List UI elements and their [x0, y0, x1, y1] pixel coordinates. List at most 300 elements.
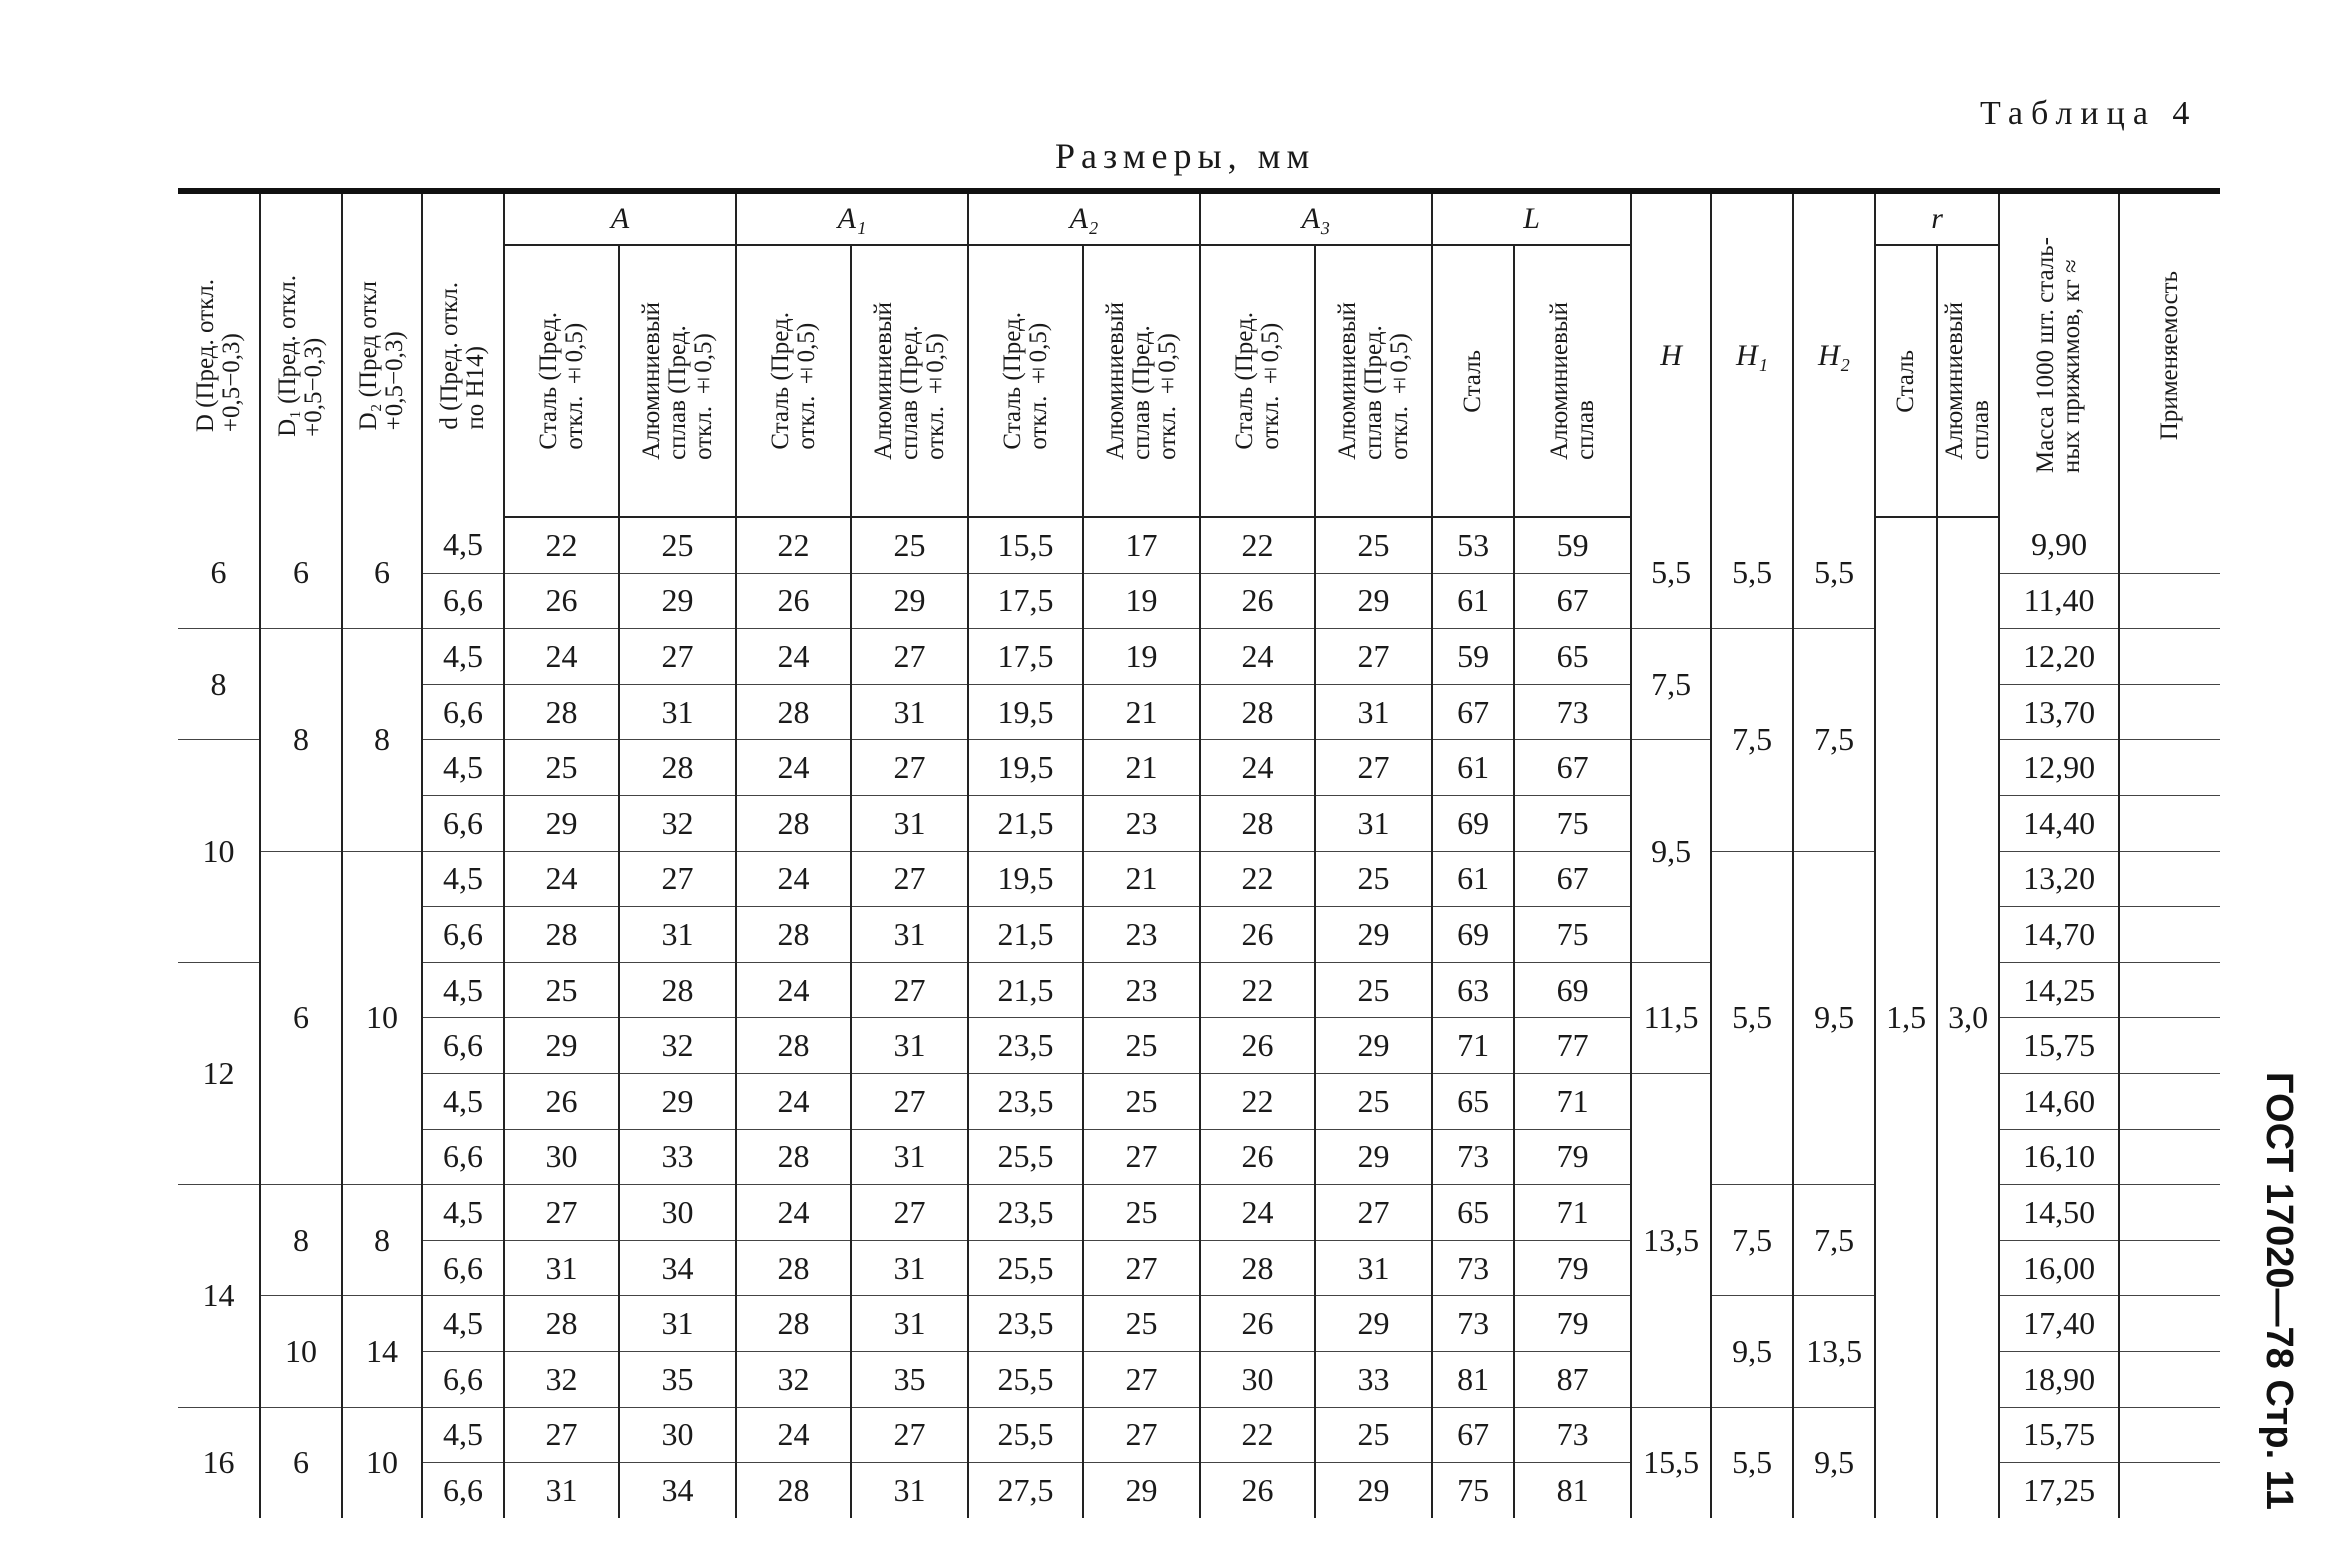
- cell-l-st: 61: [1432, 573, 1514, 629]
- cell-a-al: 31: [619, 1296, 736, 1352]
- cell-application: [2119, 740, 2220, 796]
- merged-cell-h2: 9,5: [1793, 851, 1875, 1185]
- cell-mass: 14,50: [1999, 1185, 2119, 1241]
- header-A-aluminium: Алюминиевый сплав (Пред. откл. ±0,5): [619, 245, 736, 517]
- cell-application: [2119, 907, 2220, 963]
- cell-mass: 14,60: [1999, 1073, 2119, 1129]
- cell-a-st: 24: [504, 851, 619, 907]
- cell-a2-st: 15,5: [968, 517, 1083, 573]
- cell-a1-al: 29: [851, 573, 968, 629]
- cell-a2-st: 23,5: [968, 1018, 1083, 1074]
- cell-a3-al: 29: [1315, 1463, 1432, 1518]
- cell-application: [2119, 1463, 2220, 1518]
- cell-application: [2119, 684, 2220, 740]
- cell-a1-al: 31: [851, 1018, 968, 1074]
- cell-a-st: 27: [504, 1407, 619, 1463]
- cell-a1-al: 31: [851, 1296, 968, 1352]
- merged-cell-h2: 7,5: [1793, 629, 1875, 851]
- cell-l-al: 79: [1514, 1129, 1631, 1185]
- cell-mass: 17,40: [1999, 1296, 2119, 1352]
- cell-a-al: 28: [619, 962, 736, 1018]
- cell-a1-al: 27: [851, 1073, 968, 1129]
- cell-a1-st: 28: [736, 907, 851, 963]
- header-D2: D₂ (Пред откл +0,5−0,3): [342, 191, 422, 517]
- cell-a1-st: 24: [736, 962, 851, 1018]
- cell-a3-al: 27: [1315, 629, 1432, 685]
- cell-a-al: 25: [619, 517, 736, 573]
- cell-a3-al: 25: [1315, 517, 1432, 573]
- header-mass: Масса 1000 шт. сталь- ных прижимов, кг ≈: [1999, 191, 2119, 517]
- cell-a-st: 26: [504, 573, 619, 629]
- cell-a1-st: 22: [736, 517, 851, 573]
- cell-a3-al: 29: [1315, 573, 1432, 629]
- cell-a1-st: 24: [736, 629, 851, 685]
- cell-a-al: 27: [619, 629, 736, 685]
- cell-a2-al: 25: [1083, 1296, 1200, 1352]
- cell-l-st: 61: [1432, 740, 1514, 796]
- table-row: [178, 517, 2220, 573]
- cell-a2-al: 25: [1083, 1185, 1200, 1241]
- cell-a1-st: 28: [736, 1240, 851, 1296]
- merged-cell-d: 12: [178, 962, 260, 1184]
- merged-cell-d1: 6: [260, 851, 342, 1185]
- cell-a-st: 32: [504, 1351, 619, 1407]
- cell-mass: 17,25: [1999, 1463, 2119, 1518]
- cell-application: [2119, 1296, 2220, 1352]
- cell-mass: 12,90: [1999, 740, 2119, 796]
- cell-a2-st: 17,5: [968, 573, 1083, 629]
- cell-a-al: 27: [619, 851, 736, 907]
- cell-a2-al: 25: [1083, 1073, 1200, 1129]
- cell-a-al: 33: [619, 1129, 736, 1185]
- cell-mass: 14,25: [1999, 962, 2119, 1018]
- cell-l-al: 87: [1514, 1351, 1631, 1407]
- cell-a2-al: 23: [1083, 962, 1200, 1018]
- header-A3-steel: Сталь (Пред. откл. ±0,5): [1200, 245, 1315, 517]
- standard-page-label: ГОСТ 17020—78 Стр. 11: [2258, 1072, 2300, 1510]
- header-A2-aluminium: Алюминиевый сплав (Пред. откл. ±0,5): [1083, 245, 1200, 517]
- cell-a1-st: 28: [736, 1018, 851, 1074]
- cell-a1-st: 28: [736, 795, 851, 851]
- cell-a1-al: 27: [851, 851, 968, 907]
- cell-l-st: 53: [1432, 517, 1514, 573]
- cell-d: 4,5: [422, 1296, 504, 1352]
- cell-a3-al: 29: [1315, 1018, 1432, 1074]
- cell-mass: 11,40: [1999, 573, 2119, 629]
- cell-a-st: 31: [504, 1240, 619, 1296]
- cell-d: 4,5: [422, 1073, 504, 1129]
- cell-a1-st: 24: [736, 851, 851, 907]
- header-r-aluminium: Алюминиевый сплав: [1937, 245, 1999, 517]
- merged-cell-r-al: 3,0: [1937, 517, 1999, 1518]
- cell-d: 6,6: [422, 684, 504, 740]
- cell-a3-st: 24: [1200, 740, 1315, 796]
- cell-application: [2119, 1073, 2220, 1129]
- cell-a1-st: 32: [736, 1351, 851, 1407]
- merged-cell-h2: 5,5: [1793, 517, 1875, 629]
- cell-a3-st: 22: [1200, 962, 1315, 1018]
- cell-l-st: 75: [1432, 1463, 1514, 1518]
- cell-a1-al: 31: [851, 684, 968, 740]
- cell-a3-al: 29: [1315, 1296, 1432, 1352]
- cell-l-al: 65: [1514, 629, 1631, 685]
- cell-a1-st: 24: [736, 740, 851, 796]
- cell-a3-al: 25: [1315, 1407, 1432, 1463]
- cell-d: 4,5: [422, 851, 504, 907]
- merged-cell-d2: 6: [342, 517, 422, 629]
- cell-a-al: 29: [619, 573, 736, 629]
- cell-a2-al: 23: [1083, 795, 1200, 851]
- cell-a-al: 34: [619, 1240, 736, 1296]
- cell-d: 4,5: [422, 1185, 504, 1241]
- cell-mass: 9,90: [1999, 517, 2119, 573]
- cell-a3-al: 31: [1315, 1240, 1432, 1296]
- cell-application: [2119, 517, 2220, 573]
- cell-d: 6,6: [422, 573, 504, 629]
- merged-cell-d: 6: [210, 554, 227, 591]
- cell-application: [2119, 1351, 2220, 1407]
- table-number-label: Таблица 4: [1980, 95, 2198, 132]
- merged-cell-d2: 8: [342, 629, 422, 851]
- cell-a-al: 34: [619, 1463, 736, 1518]
- cell-a1-al: 31: [851, 1463, 968, 1518]
- cell-a3-st: 28: [1200, 1240, 1315, 1296]
- cell-l-al: 73: [1514, 1407, 1631, 1463]
- cell-l-al: 67: [1514, 573, 1631, 629]
- cell-application: [2119, 1018, 2220, 1074]
- cell-application: [2119, 573, 2220, 629]
- cell-a2-al: 27: [1083, 1407, 1200, 1463]
- cell-a-al: 29: [619, 1073, 736, 1129]
- header-group-A3: A₃: [1200, 191, 1432, 245]
- cell-l-st: 71: [1432, 1018, 1514, 1074]
- cell-a1-st: 28: [736, 684, 851, 740]
- cell-a3-st: 24: [1200, 629, 1315, 685]
- cell-l-al: 75: [1514, 907, 1631, 963]
- cell-a2-st: 21,5: [968, 795, 1083, 851]
- cell-l-al: 71: [1514, 1185, 1631, 1241]
- cell-a-st: 28: [504, 1296, 619, 1352]
- merged-cell-d1: 10: [260, 1296, 342, 1407]
- cell-a1-st: 26: [736, 573, 851, 629]
- header-A3-aluminium: Алюминиевый сплав (Пред. откл. ±0,5): [1315, 245, 1432, 517]
- cell-a3-st: 26: [1200, 1463, 1315, 1518]
- cell-a-al: 31: [619, 907, 736, 963]
- cell-application: [2119, 1240, 2220, 1296]
- cell-a3-st: 30: [1200, 1351, 1315, 1407]
- merged-cell-h1: 7,5: [1711, 629, 1793, 851]
- header-L-aluminium: Алюминиевый сплав: [1514, 245, 1631, 517]
- cell-a-st: 26: [504, 1073, 619, 1129]
- cell-a3-al: 29: [1315, 1129, 1432, 1185]
- cell-l-st: 59: [1432, 629, 1514, 685]
- cell-application: [2119, 962, 2220, 1018]
- cell-a3-al: 29: [1315, 907, 1432, 963]
- header-D1: D₁ (Пред. откл. +0,5−0,3): [260, 191, 342, 517]
- merged-cell-h1: 5,5: [1711, 851, 1793, 1185]
- header-H2: H₂: [1793, 191, 1875, 517]
- merged-cell-d: 8: [178, 629, 260, 740]
- merged-cell-r-st: 1,5: [1875, 517, 1937, 1518]
- merged-cell-d1: 8: [260, 629, 342, 851]
- cell-a2-al: 25: [1083, 1018, 1200, 1074]
- cell-a3-st: 22: [1200, 517, 1315, 573]
- merged-cell-h: 9,5: [1631, 740, 1711, 962]
- cell-a3-al: 31: [1315, 795, 1432, 851]
- merged-cell-d1: 8: [260, 1185, 342, 1296]
- cell-a3-st: 22: [1200, 851, 1315, 907]
- cell-a1-st: 28: [736, 1296, 851, 1352]
- cell-a3-st: 26: [1200, 1129, 1315, 1185]
- cell-a-st: 25: [504, 740, 619, 796]
- merged-cell-d2: 10: [342, 1407, 422, 1518]
- header-r-steel: Сталь: [1875, 245, 1937, 517]
- cell-d: 4,5: [422, 517, 504, 573]
- cell-a1-al: 27: [851, 1185, 968, 1241]
- cell-d: 6,6: [422, 907, 504, 963]
- cell-l-st: 63: [1432, 962, 1514, 1018]
- cell-l-al: 79: [1514, 1240, 1631, 1296]
- cell-mass: 12,20: [1999, 629, 2119, 685]
- cell-a3-st: 26: [1200, 573, 1315, 629]
- cell-a1-al: 31: [851, 1129, 968, 1185]
- cell-a3-al: 25: [1315, 962, 1432, 1018]
- cell-a2-al: 27: [1083, 1129, 1200, 1185]
- merged-cell-d2: 8: [342, 1185, 422, 1296]
- cell-l-al: 73: [1514, 684, 1631, 740]
- cell-a1-st: 28: [736, 1463, 851, 1518]
- merged-cell-h: 5,5: [1631, 517, 1711, 629]
- cell-a2-al: 27: [1083, 1240, 1200, 1296]
- cell-a3-al: 27: [1315, 740, 1432, 796]
- cell-d: 6,6: [422, 1240, 504, 1296]
- cell-a2-st: 25,5: [968, 1129, 1083, 1185]
- cell-a2-st: 25,5: [968, 1240, 1083, 1296]
- cell-d: 6,6: [422, 1463, 504, 1518]
- cell-a1-al: 31: [851, 795, 968, 851]
- cell-application: [2119, 629, 2220, 685]
- cell-a3-st: 28: [1200, 795, 1315, 851]
- cell-a2-st: 19,5: [968, 684, 1083, 740]
- cell-a3-al: 31: [1315, 684, 1432, 740]
- cell-a2-st: 23,5: [968, 1073, 1083, 1129]
- header-A2-steel: Сталь (Пред. откл. ±0,5): [968, 245, 1083, 517]
- header-L-steel: Сталь: [1432, 245, 1514, 517]
- cell-mass: 14,40: [1999, 795, 2119, 851]
- merged-cell-d2: 10: [342, 851, 422, 1185]
- merged-cell-d: 10: [178, 740, 260, 962]
- cell-a2-st: 23,5: [968, 1185, 1083, 1241]
- cell-a2-al: 21: [1083, 740, 1200, 796]
- merged-cell-h1: 9,5: [1711, 1296, 1793, 1407]
- cell-l-al: 69: [1514, 962, 1631, 1018]
- cell-l-st: 65: [1432, 1073, 1514, 1129]
- merged-cell-h: 15,5: [1631, 1407, 1711, 1518]
- cell-a3-st: 24: [1200, 1185, 1315, 1241]
- cell-l-al: 77: [1514, 1018, 1631, 1074]
- header-H1: H₁: [1711, 191, 1793, 517]
- cell-a3-st: 28: [1200, 684, 1315, 740]
- cell-a2-st: 19,5: [968, 740, 1083, 796]
- cell-l-st: 81: [1432, 1351, 1514, 1407]
- cell-l-st: 69: [1432, 795, 1514, 851]
- cell-l-st: 67: [1432, 1407, 1514, 1463]
- merged-cell-h: 7,5: [1631, 629, 1711, 740]
- cell-mass: 13,70: [1999, 684, 2119, 740]
- cell-a-st: 30: [504, 1129, 619, 1185]
- merged-cell-h1: 5,5: [1711, 517, 1793, 629]
- header-group-A2: A₂: [968, 191, 1200, 245]
- cell-a2-al: 27: [1083, 1351, 1200, 1407]
- cell-a-st: 25: [504, 962, 619, 1018]
- cell-a1-st: 24: [736, 1407, 851, 1463]
- cell-a-al: 30: [619, 1185, 736, 1241]
- cell-application: [2119, 1185, 2220, 1241]
- header-A1-steel: Сталь (Пред. откл. ±0,5): [736, 245, 851, 517]
- cell-l-st: 69: [1432, 907, 1514, 963]
- header-application: Применяемость: [2119, 191, 2220, 517]
- header-group-A1: A₁: [736, 191, 968, 245]
- cell-a-al: 35: [619, 1351, 736, 1407]
- cell-l-al: 67: [1514, 740, 1631, 796]
- cell-a-al: 30: [619, 1407, 736, 1463]
- cell-mass: 14,70: [1999, 907, 2119, 963]
- cell-d: 6,6: [422, 1018, 504, 1074]
- cell-l-al: 59: [1514, 517, 1631, 573]
- cell-a2-al: 19: [1083, 573, 1200, 629]
- cell-application: [2119, 1407, 2220, 1463]
- cell-a1-al: 35: [851, 1351, 968, 1407]
- cell-a2-st: 23,5: [968, 1296, 1083, 1352]
- cell-a1-st: 24: [736, 1185, 851, 1241]
- cell-a1-al: 27: [851, 962, 968, 1018]
- cell-mass: 16,00: [1999, 1240, 2119, 1296]
- cell-a2-st: 25,5: [968, 1351, 1083, 1407]
- cell-mass: 18,90: [1999, 1351, 2119, 1407]
- cell-application: [2119, 851, 2220, 907]
- cell-a3-al: 25: [1315, 1073, 1432, 1129]
- cell-a3-al: 27: [1315, 1185, 1432, 1241]
- cell-a3-st: 26: [1200, 1018, 1315, 1074]
- cell-a-st: 27: [504, 1185, 619, 1241]
- cell-l-st: 67: [1432, 684, 1514, 740]
- cell-a-st: 24: [504, 629, 619, 685]
- merged-cell-h1: 7,5: [1711, 1185, 1793, 1296]
- cell-d: 6,6: [422, 795, 504, 851]
- cell-a-al: 32: [619, 795, 736, 851]
- merged-cell-d2: 14: [342, 1296, 422, 1407]
- cell-l-st: 61: [1432, 851, 1514, 907]
- cell-a-al: 31: [619, 684, 736, 740]
- cell-d: 4,5: [422, 629, 504, 685]
- merged-cell-h2: 9,5: [1793, 1407, 1875, 1518]
- cell-a3-al: 25: [1315, 851, 1432, 907]
- cell-a2-al: 21: [1083, 851, 1200, 907]
- merged-cell-d: 14: [178, 1185, 260, 1407]
- cell-l-st: 73: [1432, 1296, 1514, 1352]
- header-D: D (Пред. откл. +0,5−0,3): [191, 278, 245, 433]
- header-group-L: L: [1432, 191, 1631, 245]
- cell-a-st: 29: [504, 1018, 619, 1074]
- cell-d: 4,5: [422, 740, 504, 796]
- cell-a2-st: 27,5: [968, 1463, 1083, 1518]
- cell-a3-st: 26: [1200, 907, 1315, 963]
- cell-l-st: 65: [1432, 1185, 1514, 1241]
- cell-a2-st: 25,5: [968, 1407, 1083, 1463]
- cell-a-st: 29: [504, 795, 619, 851]
- cell-a2-al: 17: [1083, 517, 1200, 573]
- cell-a1-al: 25: [851, 517, 968, 573]
- cell-a3-st: 26: [1200, 1296, 1315, 1352]
- cell-application: [2119, 795, 2220, 851]
- cell-a2-st: 19,5: [968, 851, 1083, 907]
- cell-mass: 13,20: [1999, 851, 2119, 907]
- cell-a-st: 31: [504, 1463, 619, 1518]
- cell-l-al: 67: [1514, 851, 1631, 907]
- cell-l-al: 79: [1514, 1296, 1631, 1352]
- cell-a-al: 32: [619, 1018, 736, 1074]
- cell-a1-st: 28: [736, 1129, 851, 1185]
- cell-mass: 16,10: [1999, 1129, 2119, 1185]
- cell-a3-st: 22: [1200, 1073, 1315, 1129]
- header-group-r: r: [1875, 191, 1999, 245]
- header-group-A: A: [504, 191, 736, 245]
- merged-cell-h2: 7,5: [1793, 1185, 1875, 1296]
- cell-a1-st: 24: [736, 1073, 851, 1129]
- merged-cell-d: 16: [178, 1407, 260, 1518]
- header-d: d (Пред. откл. по H14): [422, 191, 504, 517]
- cell-application: [2119, 1129, 2220, 1185]
- cell-mass: 15,75: [1999, 1407, 2119, 1463]
- merged-cell-h2: 13,5: [1793, 1296, 1875, 1407]
- cell-mass: 15,75: [1999, 1018, 2119, 1074]
- cell-a3-al: 33: [1315, 1351, 1432, 1407]
- cell-a2-st: 21,5: [968, 907, 1083, 963]
- cell-a1-al: 31: [851, 907, 968, 963]
- header-H: H: [1631, 191, 1711, 517]
- cell-a-st: 28: [504, 907, 619, 963]
- cell-l-al: 81: [1514, 1463, 1631, 1518]
- cell-a-st: 22: [504, 517, 619, 573]
- cell-a3-st: 22: [1200, 1407, 1315, 1463]
- merged-cell-d1: 6: [260, 1407, 342, 1518]
- header-A1-aluminium: Алюминиевый сплав (Пред. откл. ±0,5): [851, 245, 968, 517]
- cell-a1-al: 31: [851, 1240, 968, 1296]
- cell-a2-al: 29: [1083, 1463, 1200, 1518]
- cell-l-al: 71: [1514, 1073, 1631, 1129]
- dimensions-table: [178, 188, 2220, 1518]
- cell-a2-al: 19: [1083, 629, 1200, 685]
- cell-d: 4,5: [422, 962, 504, 1018]
- cell-a2-st: 17,5: [968, 629, 1083, 685]
- merged-cell-h: 13,5: [1631, 1073, 1711, 1407]
- cell-d: 4,5: [422, 1407, 504, 1463]
- cell-a2-al: 23: [1083, 907, 1200, 963]
- cell-a1-al: 27: [851, 629, 968, 685]
- cell-l-st: 73: [1432, 1129, 1514, 1185]
- table-caption: Размеры, мм: [1055, 136, 1316, 176]
- merged-cell-d1: 6: [260, 517, 342, 629]
- cell-a2-al: 21: [1083, 684, 1200, 740]
- cell-a2-st: 21,5: [968, 962, 1083, 1018]
- merged-cell-h: 11,5: [1631, 962, 1711, 1073]
- cell-a1-al: 27: [851, 1407, 968, 1463]
- merged-cell-h1: 5,5: [1711, 1407, 1793, 1518]
- cell-a-al: 28: [619, 740, 736, 796]
- cell-a1-al: 27: [851, 740, 968, 796]
- cell-d: 6,6: [422, 1351, 504, 1407]
- cell-l-st: 73: [1432, 1240, 1514, 1296]
